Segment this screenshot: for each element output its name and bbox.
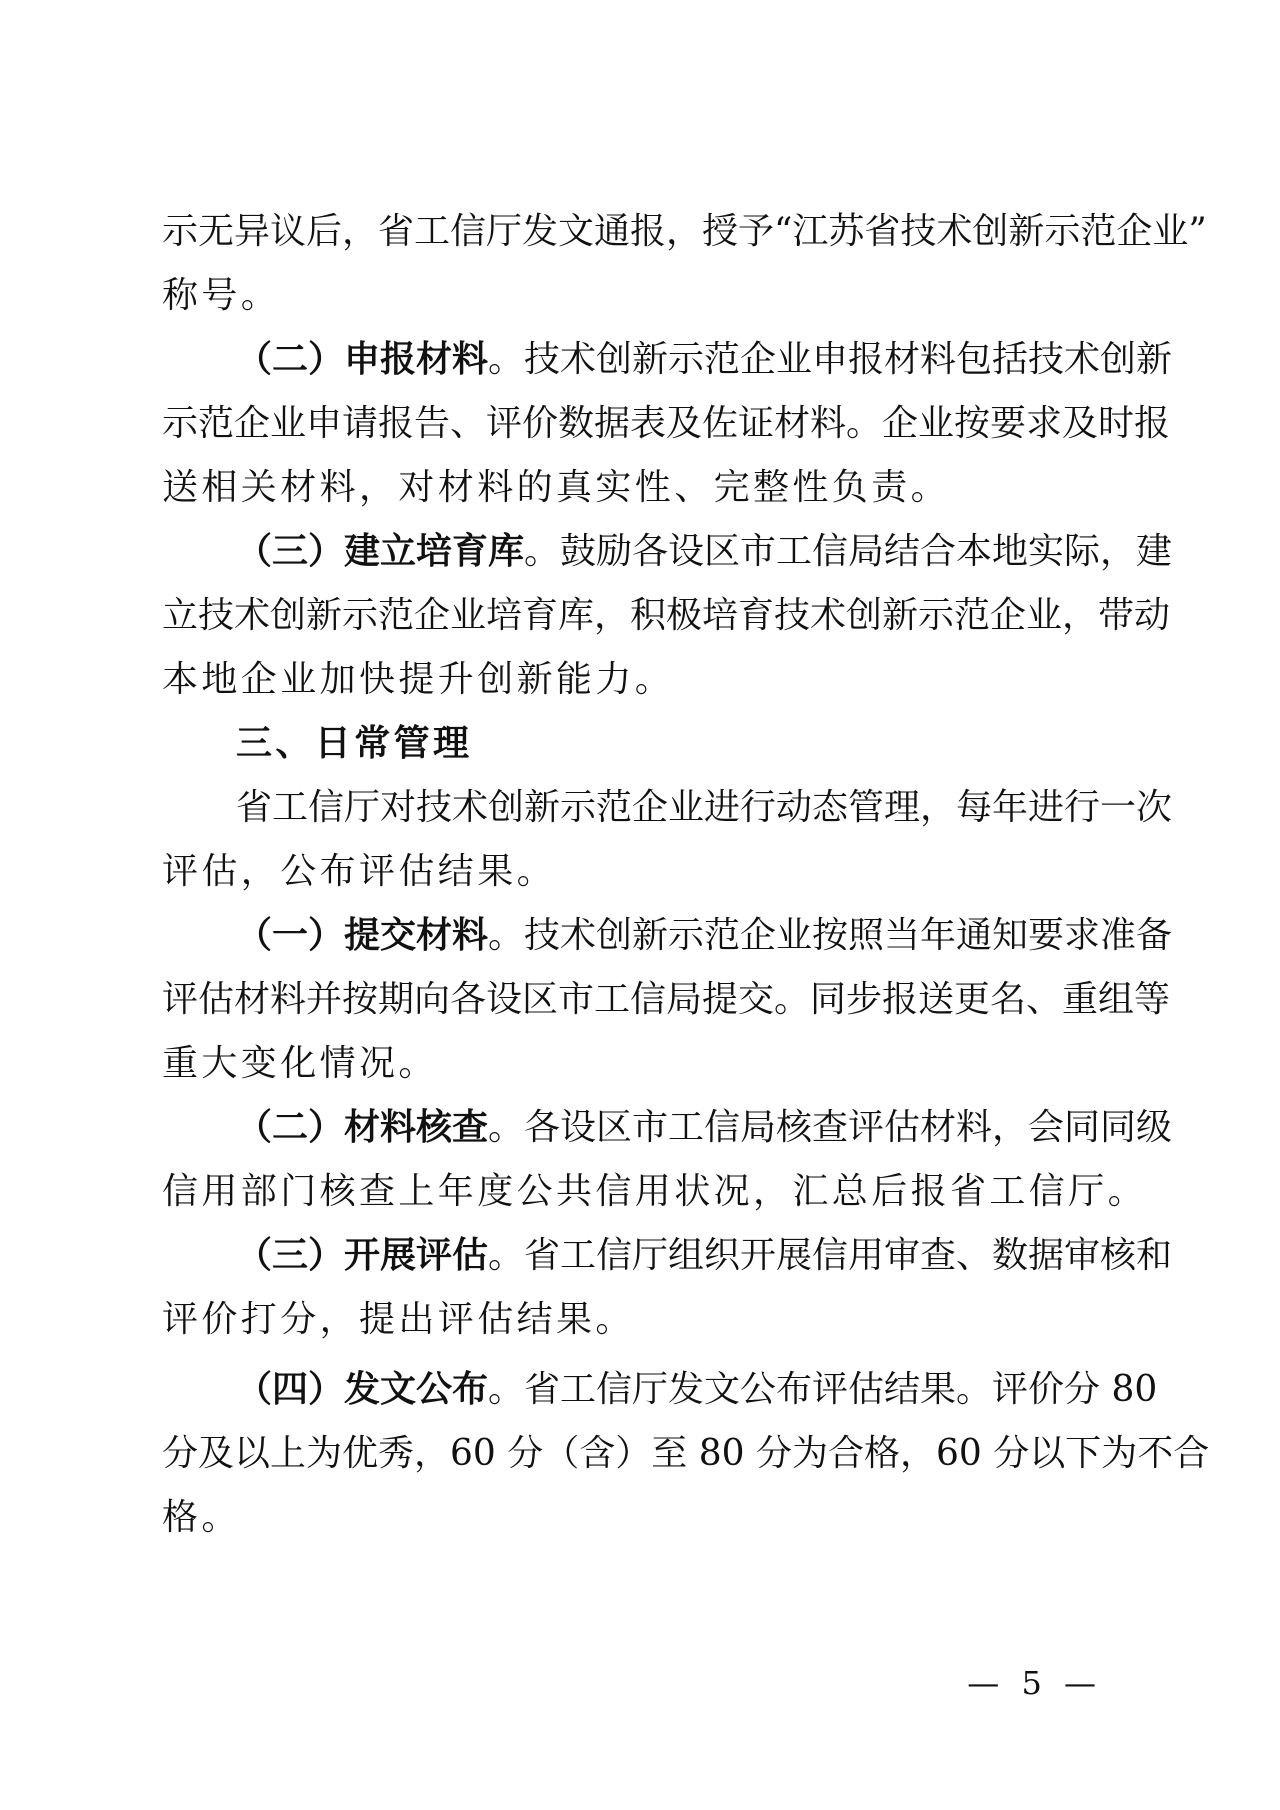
paragraph-line: 信用部门核查上年度公共信用状况，汇总后报省工信厅。 (162, 1171, 1148, 1212)
paragraph-line: 评价打分，提出评估结果。 (162, 1299, 635, 1340)
paragraph-line: 送相关材料，对材料的真实性、完整性负责。 (162, 467, 951, 508)
paragraph-line: 本地企业加快提升创新能力。 (162, 659, 675, 700)
paragraph-line (162, 1224, 1173, 1288)
paragraph-line: 立技术创新示范企业培育库，积极培育技术创新示范企业，带动 (162, 595, 1171, 636)
paragraph-text: 。技术创新示范企业按照当年通知要求准备 (488, 915, 1173, 956)
paragraph-line: 评估，公布评估结果。 (162, 851, 557, 892)
section-lead: （三）建立培育库 (236, 531, 525, 572)
paragraph-text: 。各设区市工信局核查评估材料，会同同级 (488, 1107, 1173, 1148)
paragraph-line: 示范企业申请报告、评价数据表及佐证材料。企业按要求及时报 (162, 403, 1171, 444)
paragraph-line (162, 520, 1173, 584)
section-lead: （三）开展评估 (236, 1235, 489, 1276)
section-heading: 三、日常管理 (236, 723, 473, 764)
section-lead: （一）提交材料 (236, 915, 489, 956)
section-lead: （四）发文公布 (236, 1369, 489, 1410)
paragraph-line (162, 328, 1173, 392)
document-body (162, 200, 1210, 1550)
paragraph-line: 分及以上为优秀，60 分（含）至 80 分为合格，60 分以下为不合 (162, 1433, 1210, 1474)
paragraph-line (162, 1096, 1173, 1160)
paragraph-line: 格。 (162, 1497, 241, 1538)
section-lead: （二）申报材料 (236, 339, 489, 380)
paragraph-text: 。鼓励各设区市工信局结合本地实际，建 (524, 531, 1173, 572)
page-number: — 5 — (967, 1664, 1102, 1702)
paragraph-text: 。技术创新示范企业申报材料包括技术创新 (488, 339, 1173, 380)
paragraph-line: 称号。 (162, 275, 281, 316)
paragraph-line: 评估材料并按期向各设区市工信局提交。同步报送更名、重组等 (162, 979, 1171, 1020)
paragraph-line (162, 904, 1173, 968)
paragraph-line: 省工信厅对技术创新示范企业进行动态管理，每年进行一次 (236, 787, 1173, 828)
paragraph-text: 。省工信厅组织开展信用审查、数据审核和 (488, 1235, 1173, 1276)
section-lead: （二）材料核查 (236, 1107, 489, 1148)
paragraph-text: 。省工信厅发文公布评估结果。评价分 80 (488, 1369, 1158, 1410)
paragraph-line: 示无异议后，省工信厅发文通报，授予“江苏省技术创新示范企业” (162, 211, 1207, 252)
paragraph-line (162, 1358, 1158, 1422)
paragraph-line: 重大变化情况。 (162, 1043, 438, 1084)
